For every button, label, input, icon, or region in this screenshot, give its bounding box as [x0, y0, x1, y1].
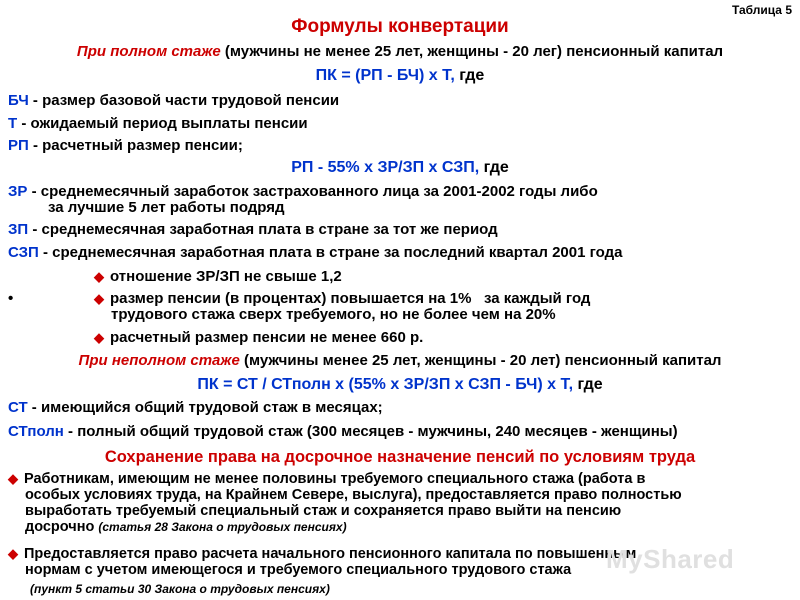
def-text: - среднемесячный заработок застрахованного лица за 2001-2002 годы либо	[27, 183, 598, 200]
def-zr	[8, 183, 598, 200]
full-stage-lead: При полном стаже	[76, 43, 221, 60]
full-stage-rest: (мужчины не менее 25 лет, женщины - 20 лег) пенсионный капитал	[220, 43, 724, 60]
diamond-bullet-icon: ◆	[94, 330, 104, 345]
def-text: - среднемесячная заработная плата в стране за последний квартал 2001 года	[38, 244, 623, 261]
condition-1: ◆ отношение ЗР/ЗП не свыше 1,2	[94, 268, 342, 285]
def-rp	[8, 137, 243, 154]
def-text: - полный общий трудовой стаж (300 месяцев - мужчины, 240 месяцев - женщины)	[63, 423, 678, 440]
rp-formula: РП - 55% х ЗР/ЗП х СЗП,	[291, 159, 480, 176]
dot-bullet: •	[8, 290, 14, 307]
def-szp	[8, 244, 623, 261]
partial-stage-lead: При неполном стаже	[78, 352, 240, 369]
diamond-bullet-icon: ◆	[94, 269, 104, 284]
def-term: Т	[8, 115, 18, 132]
watermark-logo: MyShared	[606, 544, 735, 574]
section-title: Сохранение права на досрочное назначение пенсий по условиям труда	[104, 448, 696, 466]
def-text: - расчетный размер пенсии;	[28, 137, 243, 154]
def-zp	[8, 221, 498, 238]
def-term: ЗП	[8, 221, 29, 238]
def-term: РП	[8, 137, 29, 154]
def-term: СЗП	[8, 244, 39, 261]
partial-formula-line	[0, 376, 800, 394]
full-stage-line	[0, 43, 800, 60]
law-reference-2: (пункт 5 статьи 30 Закона о трудовых пенсиях)	[30, 582, 330, 596]
def-term: БЧ	[8, 92, 29, 109]
paragraph-2: ◆ Предоставляется право расчета начального пенсионного капитала по повышенным нормам с учетом имеющегося и требуемого специального трудового стажа	[8, 546, 637, 578]
full-formula: ПК = (РП - БЧ) х Т,	[315, 67, 455, 84]
def-text: - среднемесячная заработная плата в стране за тот же период	[28, 221, 498, 238]
def-text: - имеющийся общий трудовой стаж в месяцах;	[27, 399, 383, 416]
condition-2-cont: трудового стажа сверх требуемого, но не более чем на 20%	[111, 306, 556, 323]
paragraph-1: ◆ Работникам, имеющим не менее половины требуемого специального стажа (работа в особых условиях труда, на Крайнем Севере, выслуга), предоставляется право полностью выработать требуемый специальный стаж и сохраняется право выйти на пенсию досрочно (статья 28 Закона о трудовых пенсиях)	[8, 471, 682, 535]
table-label: Таблица 5	[731, 3, 792, 17]
partial-stage-line	[0, 352, 800, 369]
def-zr-cont: за лучшие 5 лет работы подряд	[48, 199, 285, 216]
condition-3: ◆ расчетный размер пенсии не менее 660 р.	[94, 329, 424, 346]
condition-2: ◆ размер пенсии (в процентах) повышается на 1% за каждый год	[94, 290, 591, 307]
full-formula-tail: где	[454, 67, 485, 84]
def-term: ЗР	[8, 183, 28, 200]
partial-formula: ПК = СТ / СТполн х (55% х ЗР/ЗП х СЗП - БЧ) х Т,	[197, 376, 574, 393]
def-st	[8, 399, 383, 416]
partial-formula-tail: где	[573, 376, 603, 393]
def-text: - ожидаемый период выплаты пенсии	[17, 115, 308, 132]
rp-formula-tail: где	[479, 159, 509, 176]
full-formula-line	[0, 67, 800, 85]
partial-stage-rest: (мужчины менее 25 лет, женщины - 20 лет) пенсионный капитал	[239, 352, 722, 369]
def-text: - размер базовой части трудовой пенсии	[28, 92, 340, 109]
law-reference: (статья 28 Закона о трудовых пенсиях)	[98, 520, 347, 534]
def-stpoln	[8, 423, 678, 440]
diamond-bullet-icon: ◆	[8, 546, 18, 561]
def-term: СТполн	[8, 423, 64, 440]
diamond-bullet-icon: ◆	[8, 471, 18, 486]
page-title: Формулы конвертации	[291, 16, 509, 37]
diamond-bullet-icon: ◆	[94, 291, 104, 306]
def-term: СТ	[8, 399, 28, 416]
def-bch	[8, 92, 339, 109]
def-t	[8, 115, 308, 132]
rp-formula-line	[0, 159, 800, 177]
